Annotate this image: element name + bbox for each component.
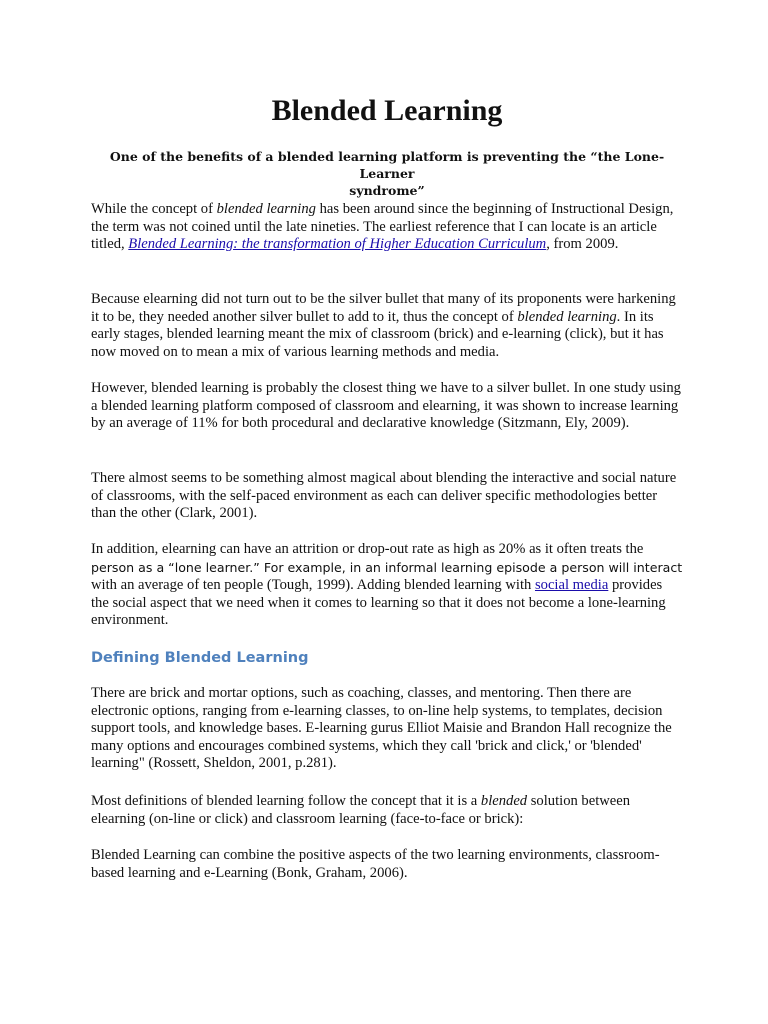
paragraph-8: Blended Learning can combine the positive aspects of the two learning environments, classroom-based learning and e-Learning (Bonk, Graham, 2006). <box>91 847 660 881</box>
paragraph-2 <box>91 291 683 361</box>
p7-text-a: Most definitions of blended learning follow the concept that it is a <box>91 793 481 809</box>
p5-text-b: person as a “lone learner.” For example, in an informal learning episode a person will interact <box>91 559 683 575</box>
paragraph-1 <box>91 201 683 254</box>
subtitle-line-1: One of the benefits of a blended learning platform is preventing the “the Lone-Learner <box>109 149 665 181</box>
p2-text-c: . In its early stages, blended learning meant the mix of classroom (brick) and e-learning (click), but it has now moved on to mean a mix of various learning methods and media. <box>91 308 664 360</box>
subtitle-line-2: syndrome” <box>349 183 425 198</box>
p5-text-c: with an average of ten people (Tough, 1999). Adding blended learning with <box>91 577 535 594</box>
subtitle <box>91 148 683 199</box>
paragraph-7 <box>91 793 683 828</box>
article-link[interactable]: Blended Learning: the transformation of Higher Education Curriculum <box>128 236 547 253</box>
p7-text-c: solution between elearning (on-line or click) and classroom learning (face-to-face or brick): <box>91 793 631 827</box>
p2-italic-term: blended learning <box>517 308 617 325</box>
p2-text-a: Because elearning did not turn out to be the silver bullet that many of its proponents were harkening it to be, they needed another silver bullet to add to it, thus the concept of <box>91 291 676 325</box>
p1-text-d: , from 2009. <box>546 236 619 253</box>
p5-text-d: provides the social aspect that we need when it comes to learning so that it does not become a lone-learning environment. <box>91 577 666 629</box>
p1-italic-term: blended learning <box>216 201 316 217</box>
paragraph-5 <box>91 541 683 630</box>
paragraph-6: There are brick and mortar options, such as coaching, classes, and mentoring. Then there are electronic options, ranging from e-learning classes, to on-line help systems, to templates, decision support tools, and knowledge bases. E-learning gurus Elliot Maisie and Brandon Hall recognize the many options and encourages combined systems, which they call 'brick and click,' or 'blended' learning" (Rossett, Sheldon, 2001, p.281). <box>91 685 672 772</box>
p5-text-a: In addition, elearning can have an attrition or drop-out rate as high as 20% as it often treats the <box>91 541 644 557</box>
paragraph-3: However, blended learning is probably the closest thing we have to a silver bullet. In one study using a blended learning platform composed of classroom and elearning, it was shown to increase learning by an average of 11% for both procedural and declarative knowledge (Sitzmann, Ely, 2009). <box>91 380 681 432</box>
paragraph-4: There almost seems to be something almost magical about blending the interactive and social nature of classrooms, with the self-paced environment as each can deliver specific methodologies better than the other (Clark, 2001). <box>91 470 677 522</box>
p1-text-a: While the concept of <box>91 201 217 217</box>
section-heading: Defining Blended Learning <box>91 650 309 666</box>
social-media-link[interactable]: social media <box>534 577 609 594</box>
p7-italic-term: blended <box>480 793 528 809</box>
page-title: Blended Learning <box>271 94 503 127</box>
p1-text-c: has been around since the beginning of Instructional Design, the term was not coined until the late nineties. The earliest reference that I can locate is an article titled, <box>91 201 674 253</box>
